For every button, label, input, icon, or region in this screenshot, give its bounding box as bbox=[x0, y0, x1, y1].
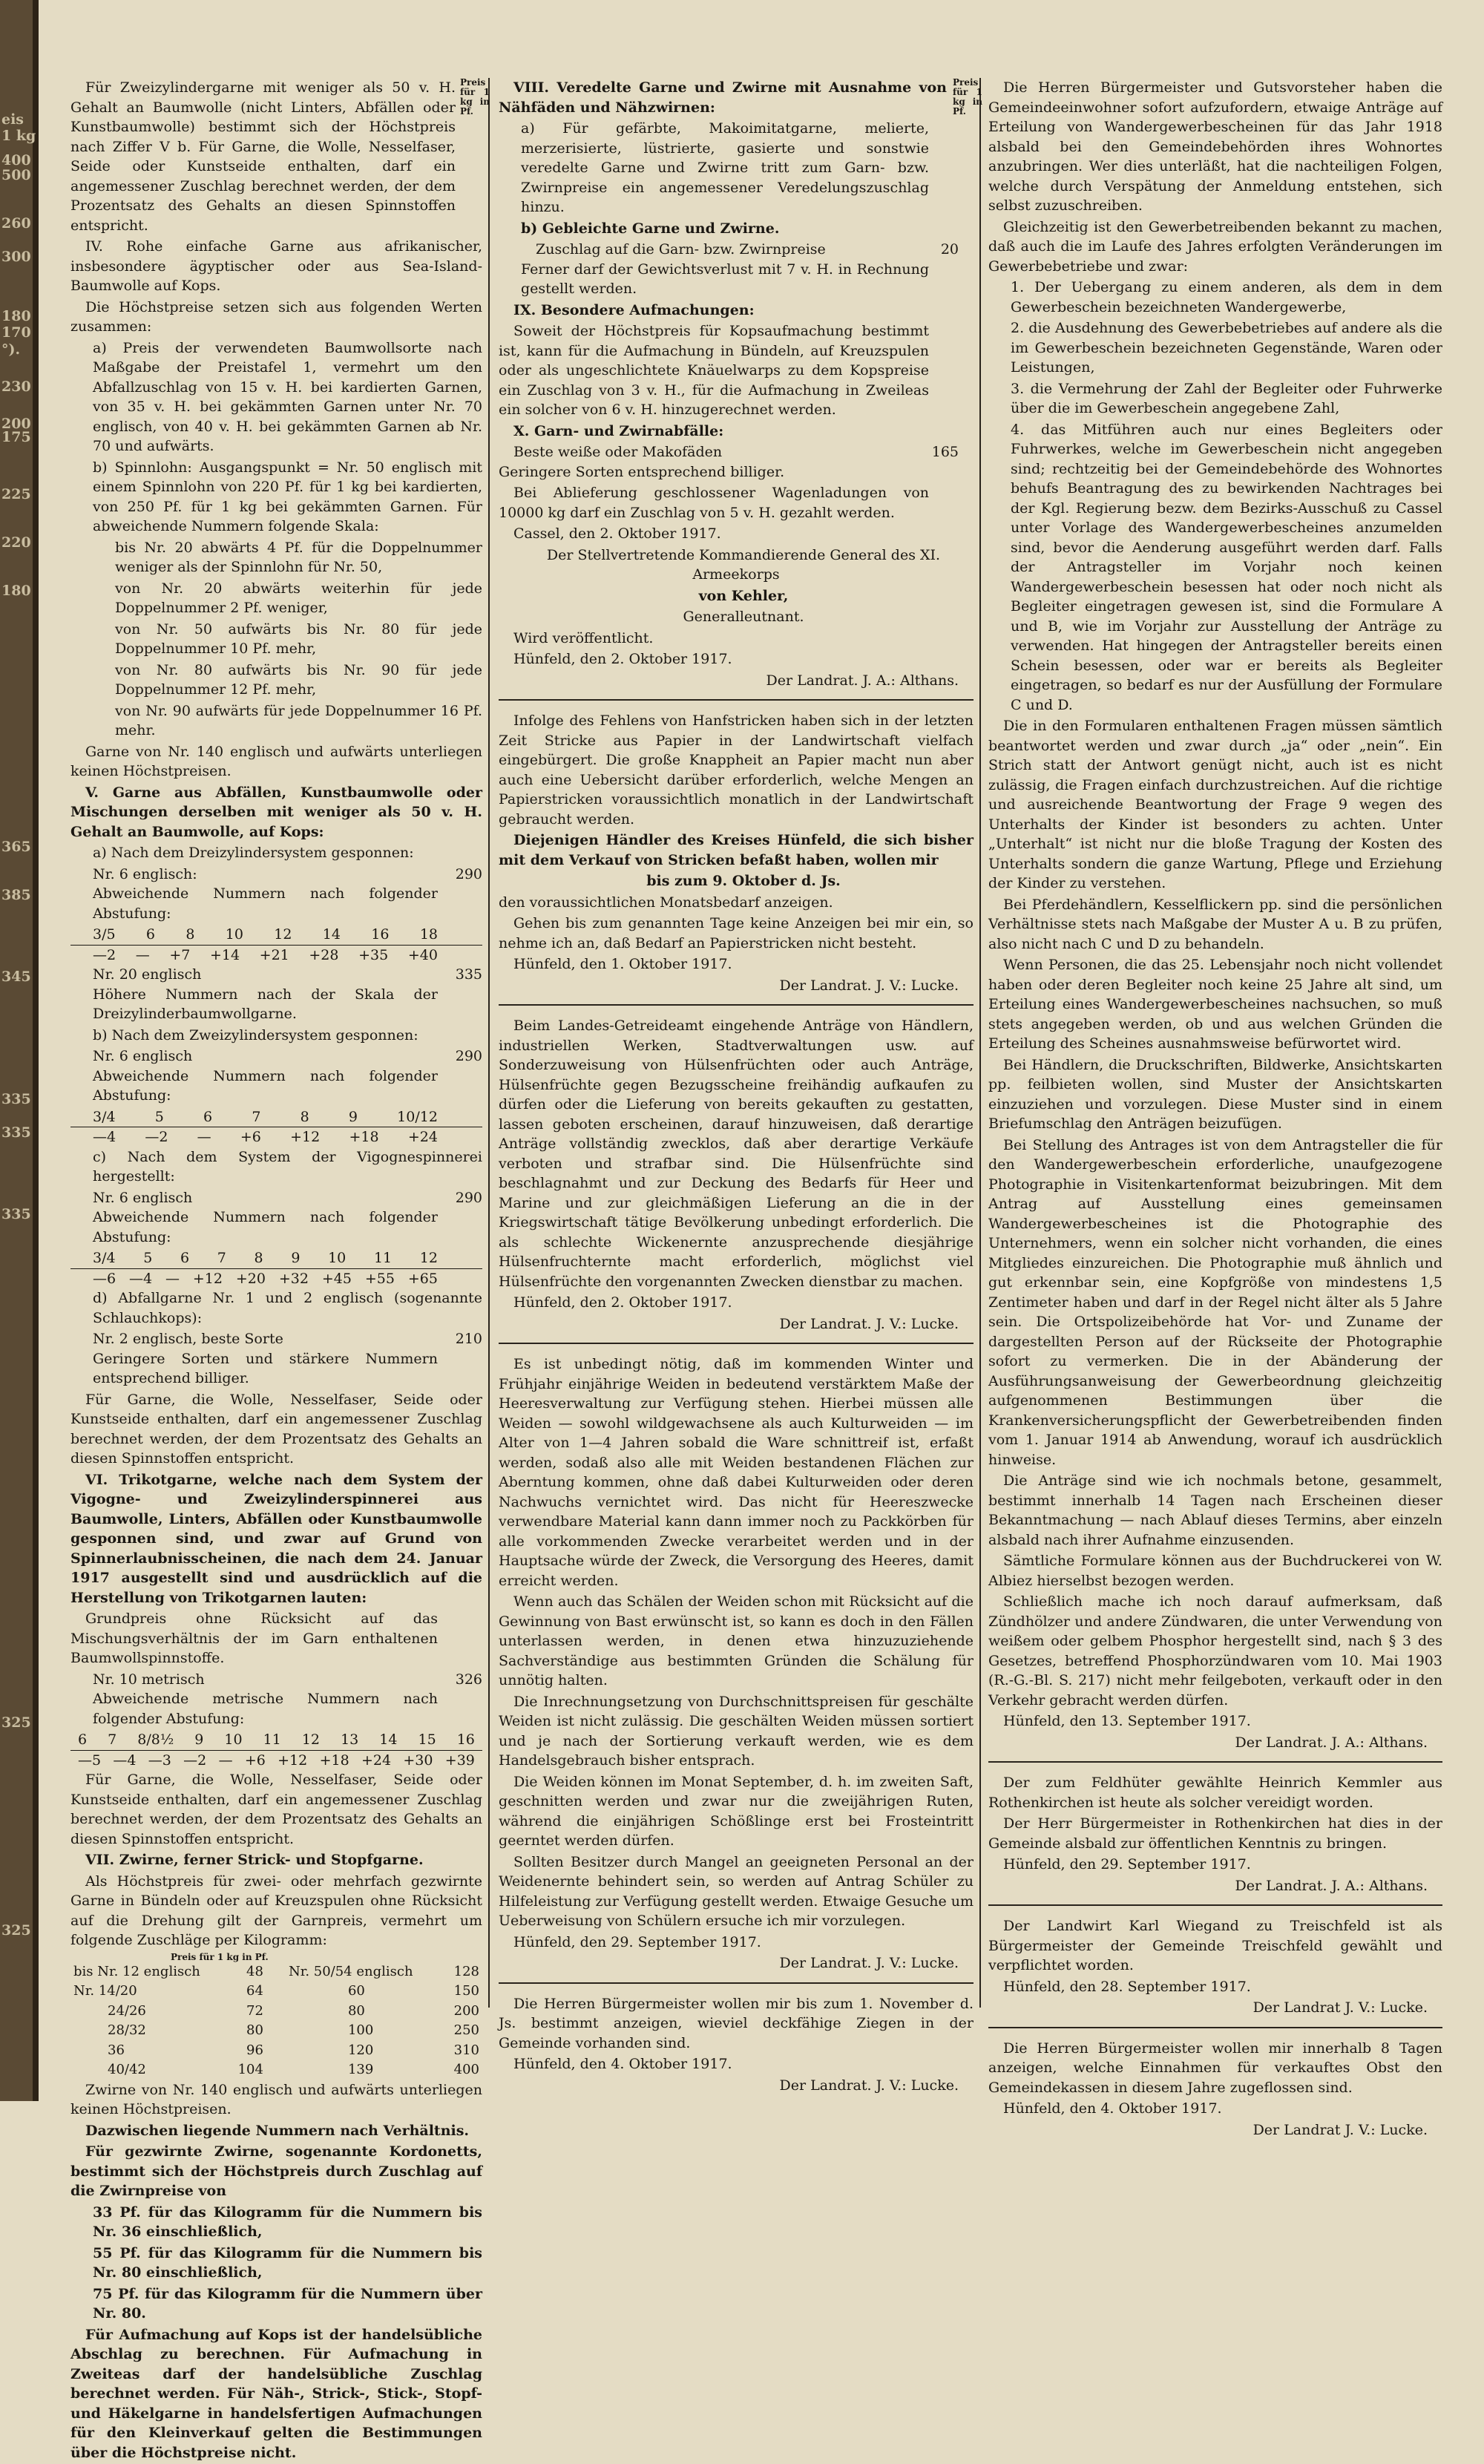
scale-number: 7 bbox=[252, 1108, 261, 1125]
table-cell: 120 bbox=[347, 2042, 374, 2058]
scale-value: +35 bbox=[358, 946, 389, 963]
table-cell: 28/32 bbox=[108, 2022, 146, 2038]
scale-value: +18 bbox=[349, 1129, 379, 1145]
signature: Der Landrat. J. A.: Althans. bbox=[1235, 1877, 1428, 1894]
paragraph: Für gezwirnte Zwirne, sogenannte Kordonetts, bestimmt sich der Höchstpreis durch Zuschlag auf die Zwirnpreise von bbox=[70, 2143, 482, 2199]
scale-line: von Nr. 80 aufwärts bis Nr. 90 für jede Doppelnummer 12 Pf. mehr, bbox=[115, 661, 482, 698]
grade-label: Nr. 6 englisch bbox=[93, 1048, 193, 1064]
paragraph: Bei Stellung des Antrages ist von dem Antragsteller die für den Wandergewerbeschein erforderliche, unaufgezogene Photographie in Visitenkartenformat beizubringen. Mit dem Antrag auf Ausstellung eines gemeinsamen Wandergewerbescheines ist die Photographie des Unternehmers, wenn ein solcher nicht vorhanden, die eines Mitgliedes einzureichen. Die Photographie muß ähnlich und gut erkennbar sein, eine Kopfgröße von mindestens 1,5 Zentimeter haben und darf in der Regel nicht älter als 5 Jahre sein. Die Ortspolizeibehörde hat Vor- und Zuname der dargestellten Person auf der Rückseite der Photographie sofort zu vermerken. Die in der Abänderung der Ausführungsanweisung der Gewerbeordnung gleichzeitig aufgenommenen Bestimmungen über die Krankenversicherungspflicht der Gewerbetreibenden finden vom 1. Januar 1914 ab Anwendung, worauf ich ausdrücklich hinweise. bbox=[988, 1136, 1442, 1468]
scale-number: 9 bbox=[348, 1108, 358, 1125]
margin-number: 335 bbox=[1, 1206, 31, 1222]
dateline: Hünfeld, den 4. Oktober 1917. bbox=[1003, 2100, 1222, 2117]
binding-shadow bbox=[33, 0, 39, 2101]
scale-value: —4 bbox=[128, 1270, 153, 1287]
margin-number: 345 bbox=[1, 969, 31, 985]
paragraph: Wenn auch das Schälen der Weiden schon mit Rücksicht auf die Gewinnung von Bast erwünscht ist, so kann es doch in den Fällen unterlassen werden, in denen etwa hinzuzuziehende Sachverständige aus bestimmten Gründen die Schälung für unnötig halten. bbox=[499, 1593, 974, 1688]
price-value: 290 bbox=[455, 1048, 482, 1064]
list-item: 55 Pf. für das Kilogramm für die Nummern bis Nr. 80 einschließlich, bbox=[93, 2244, 482, 2281]
grade-label: Nr. 10 metrisch bbox=[93, 1671, 205, 1688]
scale-value: +24 bbox=[361, 1752, 392, 1769]
section-title: X. Garn- und Zwirnabfälle: bbox=[513, 422, 724, 439]
scale-number: 9 bbox=[194, 1731, 204, 1748]
scale-number: 10 bbox=[225, 926, 243, 943]
scale-number: 3/4 bbox=[93, 1108, 116, 1125]
column-divider bbox=[488, 78, 490, 2008]
paragraph: den voraussichtlichen Monatsbedarf anzeigen. bbox=[499, 894, 833, 911]
paragraph: Die Höchstpreise setzen sich aus folgenden Werten zusammen: bbox=[70, 298, 482, 335]
table-cell: 200 bbox=[453, 2002, 479, 2019]
paragraph: Höhere Nummern nach der Skala der Dreizylinderbaumwollgarne. bbox=[93, 986, 438, 1022]
paragraph: Als Höchstpreis für zwei- oder mehrfach gezwirnte Garne in Bündeln oder auf Kreuzspulen ohne Rücksicht auf die Drehung gilt der Garnpreis, vermehrt um folgende Zuschläge per Kilogramm: bbox=[70, 1872, 482, 1948]
paragraph: Geringere Sorten entsprechend billiger. bbox=[499, 463, 785, 480]
paragraph: Diejenigen Händler des Kreises Hünfeld, die sich bisher mit dem Verkauf von Stricken befaßt haben, wollen mir bbox=[499, 832, 974, 868]
scale-value: —4 bbox=[113, 1752, 137, 1769]
scale-value: +18 bbox=[319, 1752, 349, 1769]
scale-value: — bbox=[165, 1270, 180, 1287]
signature: Der Landrat. J. V.: Lucke. bbox=[779, 1315, 959, 1332]
section-title: VII. Zwirne, ferner Strick- und Stopfgarne. bbox=[85, 1852, 424, 1868]
scale-value: —4 bbox=[93, 1129, 116, 1145]
paragraph: Der Landwirt Karl Wiegand zu Treischfeld ist als Bürgermeister der Gemeinde Treischfeld gewählt und verpflichtet worden. bbox=[988, 1918, 1442, 1973]
paragraph: Der zum Feldhüter gewählte Heinrich Kemmler aus Rothenkirchen ist heute als solcher vereidigt worden. bbox=[988, 1775, 1442, 1811]
section-title: V. Garne aus Abfällen, Kunstbaumwolle oder Mischungen derselben mit weniger als 50 v. H. Gehalt an Baumwolle, auf Kops: bbox=[70, 784, 482, 840]
margin-number: 325 bbox=[1, 1922, 31, 1939]
scale-values bbox=[70, 945, 482, 966]
grade-label: Beste weiße oder Makofäden bbox=[513, 444, 723, 460]
paragraph: Infolge des Fehlens von Hanfstricken haben sich in der letzten Zeit Stricke aus Papier in der Landwirtschaft vielfach eingebürgert. Die große Knappheit an Papier macht nun aber auch eine Uebersicht darüber erforderlich, welche Mengen an Papierstricken voraussichtlich monatlich in der Landwirtschaft gebraucht werden. bbox=[499, 712, 974, 828]
list-item: 33 Pf. für das Kilogramm für die Nummern bis Nr. 36 einschließlich, bbox=[93, 2203, 482, 2240]
scale-number: 5 bbox=[154, 1108, 164, 1125]
margin-number: 365 bbox=[1, 839, 31, 855]
scale-numbers bbox=[70, 1730, 482, 1750]
scale-number: 8 bbox=[186, 926, 195, 943]
table-cell: 150 bbox=[453, 1983, 479, 1999]
paragraph: Die Herren Bürgermeister wollen mir innerhalb 8 Tagen anzeigen, welche Einnahmen für verkauftes Obst den Gemeindekassen in diesem Jahre zugeflossen sind. bbox=[988, 2039, 1442, 2096]
list-item: d) Abfallgarne Nr. 1 und 2 englisch (sogenannte Schlauchkops): bbox=[93, 1290, 482, 1326]
scale-value: — bbox=[218, 1752, 233, 1769]
table-row bbox=[70, 1982, 482, 2002]
margin-number: 300 bbox=[1, 249, 31, 265]
scale-line: von Nr. 50 aufwärts bis Nr. 80 für jede Doppelnummer 10 Pf. mehr, bbox=[115, 620, 482, 657]
dateline: Hünfeld, den 29. September 1917. bbox=[513, 1933, 761, 1950]
scale-values bbox=[70, 1750, 482, 1771]
scale-number: 16 bbox=[371, 926, 390, 943]
paragraph: Die Inrechnungsetzung von Durchschnittspreisen für geschälte Weiden ist nicht zulässig. Die geschälten Weiden müssen sortiert und je nach der Sortierung verkauft werden, wie es dem Handelsgebrauch bisher entsprach. bbox=[499, 1693, 974, 1769]
table-row bbox=[70, 2041, 482, 2061]
scale-number: 6 bbox=[145, 926, 155, 943]
signature: Der Stellvertretende Kommandierende General des XI. Armeekorps bbox=[546, 546, 941, 583]
scale-number: 6 bbox=[78, 1731, 88, 1748]
paragraph: Die in den Formularen enthaltenen Fragen müssen sämtlich beantwortet werden und zwar durch „ja“ oder „nein“. Ein Strich statt der Antwort genügt nicht, auch ist es nicht zulässig, die Fragen einfach durchzustreichen. Auf die richtige und ausreichende Beantwortung der Frage 9 wegen des Unterhalts der Kinder ist besonders zu achten. Unter „Unterhalt“ ist nicht nur die bloße Tragung der Kosten des Unterhalts sondern die ganze Wartung, Pflege und Erziehung der Kinder zu verstehen. bbox=[988, 718, 1442, 891]
paragraph: Beim Landes-Getreideamt eingehende Anträge von Händlern, industriellen Werken, Stadtverwaltungen usw. auf Sonderzuweisung von Hülsenfrüchten oder auch Anträge, Hülsenfrüchte gegen Bezugsscheine freihändig aufkaufen zu dürfen oder die Lieferung von bereits gekauften zu gestatten, lassen geboten erscheinen, darauf hinzuweisen, daß derartige Anträge vollständig zwecklos, daß aber derartige Verkäufe verboten und strafbar sind. Die Hülsenfrüchte sind beschlagnahmt und zur Deckung des Bedarfs für Heer und Marine und zur gleichmäßigen Lieferung an die in der Kriegswirtschaft tätige Bevölkerung unbedingt erforderlich. Die als schlechte Wickenernte anzusprechende diesjährige Hülsenfruchternte macht erforderlich, möglichst viel Hülsenfrüchte den vorgenannten Zwecken dienstbar zu machen. bbox=[499, 1018, 974, 1290]
paragraph: Soweit der Höchstpreis für Kopsaufmachung bestimmt ist, kann für die Aufmachung in Bündeln, auf Kreuzspulen oder als ungeschlichtete Knäuelwarps zu dem Kopspreise ein Zuschlag von 3 v. H., für die Aufmachung in Zweileas ein solcher von 6 v. H. hinzugerechnet werden. bbox=[499, 323, 929, 418]
signature: Der Landrat. J. V.: Lucke. bbox=[779, 977, 959, 994]
paragraph: Dazwischen liegende Nummern nach Verhältnis. bbox=[85, 2122, 470, 2139]
list-item: b) Gebleichte Garne und Zwirne. bbox=[521, 220, 780, 237]
list-item: a) Preis der verwendeten Baumwollsorte nach Maßgabe der Preistafel 1, vermehrt um den Abfallzuschlag von 15 v. H. bei kardierten Garnen, von 35 v. H. bei gekämmten Garnen unter Nr. 70 englisch, von 40 v. H. bei gekämmten Garnen ab Nr. 70 und aufwärts. bbox=[93, 339, 482, 454]
margin-number: eis bbox=[1, 111, 24, 128]
dateline: Hünfeld, den 29. September 1917. bbox=[1003, 1856, 1251, 1872]
paragraph: Bei Händlern, die Druckschriften, Bildwerke, Ansichtskarten pp. feilbieten wollen, sind Muster der Ansichtskarten einzuziehen und vorzulegen. Diese Muster sind in einem Briefumschlag den Anträgen beizufügen. bbox=[988, 1056, 1442, 1132]
table-cell: 24/26 bbox=[108, 2002, 146, 2019]
scale-number: 10/12 bbox=[397, 1108, 438, 1125]
divider bbox=[988, 2027, 1442, 2028]
margin-number: 500 bbox=[1, 167, 31, 183]
paragraph: Wird veröffentlicht. bbox=[513, 629, 654, 646]
section-title: VIII. Veredelte Garne und Zwirne mit Ausnahme von Nähfäden und Nähzwirnen: bbox=[499, 79, 947, 116]
scale-number: 3/5 bbox=[93, 926, 116, 943]
scale-number: 15 bbox=[418, 1731, 436, 1748]
table-cell: Nr. 50/54 englisch bbox=[288, 1963, 413, 1979]
table-cell: bis Nr. 12 englisch bbox=[73, 1963, 200, 1979]
table-row bbox=[70, 2021, 482, 2041]
scale-number: 7 bbox=[217, 1250, 226, 1266]
paragraph: Gehen bis zum genannten Tage keine Anzeigen bei mir ein, so nehme ich an, daß Bedarf an Papierstricken nicht besteht. bbox=[499, 915, 974, 951]
paragraph: Die Herren Bürgermeister und Gutsvorsteher haben die Gemeindeeinwohner sofort aufzufordern, etwaige Anträge auf Erteilung von Wandergewerbescheinen für das Jahr 1918 alsbald bei den Gemeindebehörden ihres Wohnortes anzubringen. Wer dies unterläßt, hat die nachteiligen Folgen, welche durch Verspätung der Anmeldung entstehen, sich selbst zuzuschreiben. bbox=[988, 79, 1442, 214]
divider bbox=[499, 1004, 974, 1006]
scale-value: +12 bbox=[290, 1129, 321, 1145]
table-cell: 64 bbox=[246, 1983, 263, 1999]
table-cell: 60 bbox=[347, 1983, 365, 1999]
list-item: c) Nach dem System der Vigognespinnerei hergestellt: bbox=[93, 1148, 482, 1185]
margin-number: 180 bbox=[1, 583, 31, 599]
list-item: 1. Der Uebergang zu einem anderen, als dem in dem Gewerbeschein bezeichneten Wandergewerbe, bbox=[1011, 279, 1442, 315]
column-1 bbox=[70, 77, 490, 2464]
price-value: 290 bbox=[455, 1189, 482, 1206]
price-header: Preis für 1 kg in Pf. bbox=[171, 1951, 269, 1962]
margin-number: 1 kg bbox=[1, 128, 36, 144]
list-item: a) Für gefärbte, Makoimitatgarne, melierte, merzerisierte, lüstrierte, gasierte und sonstwie veredelte Garne und Zwirne tritt zum Garn- bzw. Zwirnpreise ein angemessener Veredelungszuschlag hinzu. bbox=[521, 120, 929, 215]
scale-number: 14 bbox=[379, 1731, 398, 1748]
price-header: Preis für 1 kg in Pf. bbox=[953, 77, 982, 117]
scale-number: 10 bbox=[328, 1250, 347, 1266]
scale-value: +30 bbox=[403, 1752, 433, 1769]
paragraph: Abweichende Nummern nach folgender Abstufung: bbox=[93, 1067, 438, 1104]
scale-number: 12 bbox=[419, 1250, 438, 1266]
table-cell: 128 bbox=[453, 1963, 479, 1979]
scale-value: +21 bbox=[259, 946, 289, 963]
margin-number: 385 bbox=[1, 887, 31, 903]
scale-number: 7 bbox=[108, 1731, 117, 1748]
table-row bbox=[70, 1962, 482, 1982]
paragraph: Abweichende Nummern nach folgender Abstufung: bbox=[93, 885, 438, 922]
paragraph: Es ist unbedingt nötig, daß im kommenden Winter und Frühjahr einjährige Weiden in bedeutend verstärktem Maße der Heeresverwaltung zur Verfügung stehen. Hierbei müssen alle Weiden — sowohl wildgewachsene als auch Kulturweiden — im Alter von 1—4 Jahren sobald die Ware schnittreif ist, erfaßt werden, sodaß also alle mit Weiden bestandenen Flächen zur Aberntung kommen, ohne daß dabei Kulturweiden oder deren Nachwuchs vernichtet wird. Das nicht für Heereszwecke verwendbare Material kann dann immer noch zu Packkörben für alle vorkommenden Zwecke verarbeitet werden und in der Hauptsache würde der Zweck, die Versorgung des Heeres, damit erreicht werden. bbox=[499, 1356, 974, 1589]
scale-number: 18 bbox=[419, 926, 438, 943]
margin-number: 325 bbox=[1, 1714, 31, 1731]
scale-value: +24 bbox=[407, 1129, 438, 1145]
scale-value: +6 bbox=[244, 1752, 266, 1769]
dateline: Hünfeld, den 4. Oktober 1917. bbox=[513, 2056, 732, 2072]
scale-value: — bbox=[197, 1129, 211, 1145]
scale-values bbox=[70, 1268, 482, 1289]
newspaper-page bbox=[45, 77, 1458, 2461]
scale-line: von Nr. 20 abwärts weiterhin für jede Doppelnummer 2 Pf. weniger, bbox=[115, 580, 482, 616]
paragraph: Die Anträge sind wie ich nochmals betone, gesammelt, bestimmt innerhalb 14 Tagen nach Erscheinen dieser Bekanntmachung — nach Ablauf dieses Termins, aber einzeln alsbald nach ihrer Aufnahme einzusenden. bbox=[988, 1472, 1442, 1548]
scale-number: 10 bbox=[224, 1731, 243, 1748]
scale-number: 14 bbox=[322, 926, 341, 943]
paragraph: Die Weiden können im Monat September, d. h. im zweiten Saft, geschnitten werden und zwar nur die zweijährigen Ruten, während die einjährigen Schößlinge erst bei Frosteintritt geerntet werden dürfen. bbox=[499, 1773, 974, 1849]
paragraph: Abweichende metrische Nummern nach folgender Abstufung: bbox=[93, 1691, 438, 1727]
signature-title: Generalleutnant. bbox=[683, 609, 804, 625]
signature: Der Landrat. J. A.: Althans. bbox=[766, 672, 959, 689]
table-row bbox=[70, 2060, 482, 2080]
scale-numbers bbox=[70, 925, 482, 945]
dateline: Hünfeld, den 13. September 1917. bbox=[1003, 1713, 1251, 1729]
margin-number: 335 bbox=[1, 1091, 31, 1107]
scale-value: +12 bbox=[278, 1752, 308, 1769]
scale-number: 12 bbox=[274, 926, 292, 943]
table-cell: 80 bbox=[347, 2002, 365, 2019]
list-item: b) Nach dem Zweizylindersystem gesponnen: bbox=[93, 1026, 418, 1043]
dateline: Hünfeld, den 2. Oktober 1917. bbox=[513, 651, 732, 667]
list-item: 2. die Ausdehnung des Gewerbebetriebes auf andere als die im Gewerbeschein bezeichneten Gegenstände, Waren oder Leistungen, bbox=[1011, 320, 1442, 376]
scale-value: +45 bbox=[321, 1270, 352, 1287]
signature: Der Landrat J. V.: Lucke. bbox=[1252, 2121, 1428, 2138]
paragraph: Für Zweizylindergarne mit weniger als 50 v. H. Gehalt an Baumwolle (nicht Linters, Abfällen oder Kunstbaumwolle) bestimmt sich der Höchstpreis nach Ziffer V b. Für Garne, die Wolle, Nesselfaser, Seide oder Kunstseide enthalten, darf ein angemessener Zuschlag berechnet werden, der dem Prozentsatz des Gehalts an diesen Spinnstoffen entspricht. bbox=[70, 79, 456, 234]
section-title: IV. Rohe einfache Garne aus afrikanischer, insbesondere ägyptischer oder aus Sea-Island-Baumwolle auf Kops. bbox=[70, 238, 482, 294]
price-value: 290 bbox=[455, 865, 482, 882]
signature: Der Landrat. J. V.: Lucke. bbox=[779, 1955, 959, 1971]
paragraph: Zwirne von Nr. 140 englisch und aufwärts unterliegen keinen Höchstpreisen. bbox=[70, 2081, 482, 2117]
deadline: bis zum 9. Oktober d. Js. bbox=[646, 873, 841, 889]
grade-label: Nr. 2 englisch, beste Sorte bbox=[93, 1331, 283, 1347]
price-value: 326 bbox=[455, 1671, 482, 1688]
paragraph: Garne von Nr. 140 englisch und aufwärts unterliegen keinen Höchstpreisen. bbox=[70, 743, 482, 779]
dateline: Hünfeld, den 2. Oktober 1917. bbox=[513, 1294, 732, 1311]
paragraph: Geringere Sorten und stärkere Nummern entsprechend billiger. bbox=[93, 1350, 438, 1386]
scale-number: 6 bbox=[203, 1108, 213, 1125]
scale-number: 8 bbox=[300, 1108, 309, 1125]
paragraph: Schließlich mache ich noch darauf aufmerksam, daß Zündhölzer und andere Zündwaren, die unter Verwendung von weißem oder gelbem Phosphor hergestellt sind, nach § 3 des Gesetzes, betreffend Phosphorzündwaren vom 10. Mai 1903 (R.-G.-Bl. S. 217) nicht mehr feilgeboten, verkauft oder in den Verkehr gebracht werden dürfen. bbox=[988, 1593, 1442, 1708]
table-cell: 96 bbox=[246, 2042, 263, 2058]
table-row bbox=[70, 2002, 482, 2022]
table-cell: 40/42 bbox=[108, 2062, 146, 2077]
list-item: b) Spinnlohn: Ausgangspunkt = Nr. 50 englisch mit einem Spinnlohn von 220 Pf. für 1 kg bei kardierten, von 250 Pf. für 1 kg bei gekämmten Garnen. Für abweichende Nummern folgende Skala: bbox=[93, 459, 482, 534]
paragraph: Abweichende Nummern nach folgender Abstufung: bbox=[93, 1209, 438, 1245]
scale-number: 13 bbox=[341, 1731, 359, 1748]
table-cell: 139 bbox=[347, 2062, 374, 2077]
table-cell: 36 bbox=[108, 2042, 125, 2058]
table-cell: 310 bbox=[453, 2042, 479, 2058]
scale-number: 8/8½ bbox=[137, 1731, 174, 1748]
divider bbox=[988, 1904, 1442, 1906]
grade-label: Nr. 20 englisch bbox=[93, 966, 202, 983]
table-cell: 100 bbox=[347, 2022, 374, 2038]
scale-value: —2 bbox=[183, 1752, 207, 1769]
scale-value: —2 bbox=[93, 946, 116, 963]
scale-value: +39 bbox=[444, 1752, 475, 1769]
scale-value: +40 bbox=[407, 946, 438, 963]
scale-value: +65 bbox=[407, 1270, 438, 1287]
paragraph: Wenn Personen, die das 25. Lebensjahr noch nicht vollendet haben oder deren Begleiter noch keine 25 Jahre alt sind, um Erteilung eines Wandergewerbescheines nachsuchen, so muß stets angegeben werden, ob und aus welchen Gründen die Erteilung des Scheines ausnahmsweise befürwortet wird. bbox=[988, 957, 1442, 1052]
paragraph: Die Herren Bürgermeister wollen mir bis zum 1. November d. Js. bestimmt anzeigen, wieviel deckfähige Ziegen in der Gemeinde vorhanden sind. bbox=[499, 1995, 974, 2051]
scale-value: —3 bbox=[148, 1752, 171, 1769]
margin-number: 230 bbox=[1, 379, 31, 395]
divider bbox=[499, 1343, 974, 1344]
scale-value: +55 bbox=[364, 1270, 395, 1287]
margin-number: 400 bbox=[1, 152, 31, 168]
scale-value: +20 bbox=[235, 1270, 266, 1287]
table-cell: 48 bbox=[246, 1963, 263, 1979]
grade-label: Nr. 6 englisch: bbox=[93, 865, 197, 882]
margin-number: 200 bbox=[1, 416, 31, 432]
price-value: 335 bbox=[455, 966, 482, 983]
scale-value: +7 bbox=[169, 946, 191, 963]
scale-line: von Nr. 90 aufwärts für jede Doppelnummer 16 Pf. mehr. bbox=[115, 702, 482, 738]
paragraph: Bei Ablieferung geschlossener Wagenladungen von 10000 kg darf ein Zuschlag von 5 v. H. gezahlt werden. bbox=[499, 485, 929, 521]
paragraph: Für Garne, die Wolle, Nesselfaser, Seide oder Kunstseide enthalten, darf ein angemessener Zuschlag berechnet werden, der dem Prozentsatz des Gehalts an diesen Spinnstoffen entspricht. bbox=[70, 1391, 482, 1467]
paragraph: Der Herr Bürgermeister in Rothenkirchen hat dies in der Gemeinde alsbald zur öffentlichen Kenntnis zu bringen. bbox=[988, 1815, 1442, 1852]
margin-number: 335 bbox=[1, 1124, 31, 1141]
scale-value: —5 bbox=[78, 1752, 102, 1769]
signature: Der Landrat. J. A.: Althans. bbox=[1235, 1734, 1428, 1751]
margin-number: °). bbox=[1, 341, 21, 358]
scale-value: —2 bbox=[145, 1129, 168, 1145]
surcharge-table bbox=[70, 1962, 482, 2080]
scale-number: 16 bbox=[456, 1731, 475, 1748]
paragraph: Für Garne, die Wolle, Nesselfaser, Seide oder Kunstseide enthalten, darf ein angemessener Zuschlag berechnet werden, der dem Prozentsatz des Gehalts an diesen Spinnstoffen entspricht. bbox=[70, 1772, 482, 1847]
column-2 bbox=[499, 77, 982, 2097]
price-value: 165 bbox=[931, 444, 959, 460]
column-divider bbox=[979, 78, 981, 2008]
scale-value: +12 bbox=[192, 1270, 223, 1287]
signature: Der Landrat. J. V.: Lucke. bbox=[779, 2077, 959, 2094]
margin-number: 225 bbox=[1, 486, 31, 502]
divider bbox=[499, 1982, 974, 1984]
scale-number: 6 bbox=[180, 1250, 190, 1266]
scale-numbers bbox=[70, 1248, 482, 1268]
table-cell: 80 bbox=[246, 2022, 263, 2038]
divider bbox=[988, 1761, 1442, 1763]
table-cell: 250 bbox=[453, 2022, 479, 2038]
paragraph: Für Aufmachung auf Kops ist der handelsübliche Abschlag zu berechnen. Für Aufmachung in Zweiteas darf der handelsübliche Zuschlag berechnet werden. Für Näh-, Strick-, Stick-, Stopf- und Häkelgarne in handelsfertigen Aufmachungen für den Kleinverkauf gelten die Bestimmungen über die Höchstpreise nicht. bbox=[70, 2326, 482, 2461]
scale-number: 8 bbox=[254, 1250, 263, 1266]
price-value: 210 bbox=[455, 1331, 482, 1347]
column-3 bbox=[988, 78, 1442, 2141]
price-header: Preis für 1 kg in Pf. bbox=[460, 77, 490, 117]
dateline: Hünfeld, den 1. Oktober 1917. bbox=[513, 956, 732, 972]
scale-number: 9 bbox=[291, 1250, 301, 1266]
section-title: VI. Trikotgarne, welche nach dem System der Vigogne- und Zweizylinderspinnerei aus Baumwolle, Linters, Abfällen oder Kunstbaumwolle gesponnen sind, und zwar auf Grund von Spinnerlaubnisscheinen, die nach dem 24. Januar 1917 ausgestellt sind und ausdrücklich auf die Herstellung von Trikotgarnen lauten: bbox=[70, 1471, 482, 1606]
scale-value: +28 bbox=[309, 946, 339, 963]
paragraph: Grundpreis ohne Rücksicht auf das Mischungsverhältnis der im Garn enthaltenen Baumwollspinnstoffe. bbox=[70, 1611, 438, 1666]
scale-line: bis Nr. 20 abwärts 4 Pf. für die Doppelnummer weniger als der Spinnlohn für Nr. 50, bbox=[115, 539, 482, 575]
scale-number: 12 bbox=[301, 1731, 321, 1748]
grade-label: Zuschlag auf die Garn- bzw. Zwirnpreise bbox=[536, 241, 826, 258]
list-item: 3. die Vermehrung der Zahl der Begleiter oder Fuhrwerke über die im Gewerbeschein angegebene Zahl, bbox=[1011, 380, 1442, 416]
binding-edge bbox=[0, 0, 39, 2101]
scale-number: 3/4 bbox=[93, 1250, 116, 1266]
scale-number: 11 bbox=[263, 1731, 281, 1748]
margin-number: 175 bbox=[1, 429, 31, 445]
dateline: Cassel, den 2. Oktober 1917. bbox=[513, 525, 721, 542]
scale-values bbox=[70, 1127, 482, 1147]
list-item: 75 Pf. für das Kilogramm für die Nummern über Nr. 80. bbox=[93, 2285, 482, 2322]
list-item: a) Nach dem Dreizylindersystem gesponnen: bbox=[93, 845, 414, 861]
margin-number: 180 bbox=[1, 308, 31, 324]
scale-value: — bbox=[135, 946, 150, 963]
paragraph: Ferner darf der Gewichtsverlust mit 7 v. H. in Rechnung gestellt werden. bbox=[521, 261, 929, 297]
scale-value: +6 bbox=[240, 1129, 261, 1145]
table-cell: Nr. 14/20 bbox=[73, 1983, 137, 1999]
table-cell: 72 bbox=[246, 2002, 263, 2019]
scale-numbers bbox=[70, 1107, 482, 1127]
dateline: Hünfeld, den 28. September 1917. bbox=[1003, 1978, 1251, 1995]
table-cell: 400 bbox=[453, 2062, 479, 2077]
paragraph: Sollten Besitzer durch Mangel an geeigneten Personal an der Weidenernte behindert sein, so werden auf Antrag Schüler zu Hilfeleistung zur Verfügung gestellt werden. Etwaige Gesuche um Ueberweisung von Schülern ersuche ich mir vorzulegen. bbox=[499, 1853, 974, 1929]
divider bbox=[499, 699, 974, 701]
scale-number: 11 bbox=[373, 1250, 393, 1266]
scale-value: —6 bbox=[93, 1270, 116, 1287]
price-value: 20 bbox=[940, 241, 959, 258]
section-title: IX. Besondere Aufmachungen: bbox=[513, 301, 755, 318]
table-cell: 104 bbox=[237, 2062, 263, 2077]
margin-number: 260 bbox=[1, 215, 31, 232]
scale-number: 5 bbox=[143, 1250, 153, 1266]
signature-name: von Kehler, bbox=[698, 587, 789, 604]
grade-label: Nr. 6 englisch bbox=[93, 1189, 193, 1206]
scale-value: +14 bbox=[209, 946, 240, 963]
signature: Der Landrat J. V.: Lucke. bbox=[1252, 1999, 1428, 2016]
paragraph: Sämtliche Formulare können aus der Buchdruckerei von W. Albiez hierselbst bezogen werden. bbox=[988, 1553, 1442, 1589]
scale-value: +32 bbox=[278, 1270, 309, 1287]
list-item: 4. das Mitführen auch nur eines Begleiters oder Fuhrwerkes, welche im Gewerbeschein nicht angegeben sind; rechtzeitig bei der Gemeindebehörde des Wohnortes behufs Beantragung des zu bewirkenden Nachtrages bei der Kgl. Regierung bezw. dem Bezirks-Ausschuß zu Cassel unter Vorlage des Wandergewerbescheines anzumelden sind, bevor die Aenderung ausgeführt werden darf. Falls der Antragsteller im Vorjahr noch keinen Wandergewerbeschein besessen hat oder noch nicht als Begleiter eingetragen gewesen ist, sind die Formulare A und B, wie im Vorjahr zur Ausstellung der Anträge zu verwenden. Hat hingegen der Antragsteller bereits einen Schein besessen, oder war er bereits als Begleiter eingetragen, so bedarf es nur der Ausfüllung der Formulare C und D. bbox=[1011, 421, 1442, 713]
margin-number: 170 bbox=[1, 324, 31, 341]
paragraph: Gleichzeitig ist den Gewerbetreibenden bekannt zu machen, daß auch die im Laufe des Jahres erfolgten Veränderungen im Gewerbebetriebe und zwar: bbox=[988, 218, 1442, 275]
paragraph: Bei Pferdehändlern, Kesselflickern pp. sind die persönlichen Verhältnisse stets nach Maßgabe der Muster A u. B zu prüfen, also nicht nach C und D zu behandeln. bbox=[988, 896, 1442, 952]
margin-number: 220 bbox=[1, 534, 31, 551]
